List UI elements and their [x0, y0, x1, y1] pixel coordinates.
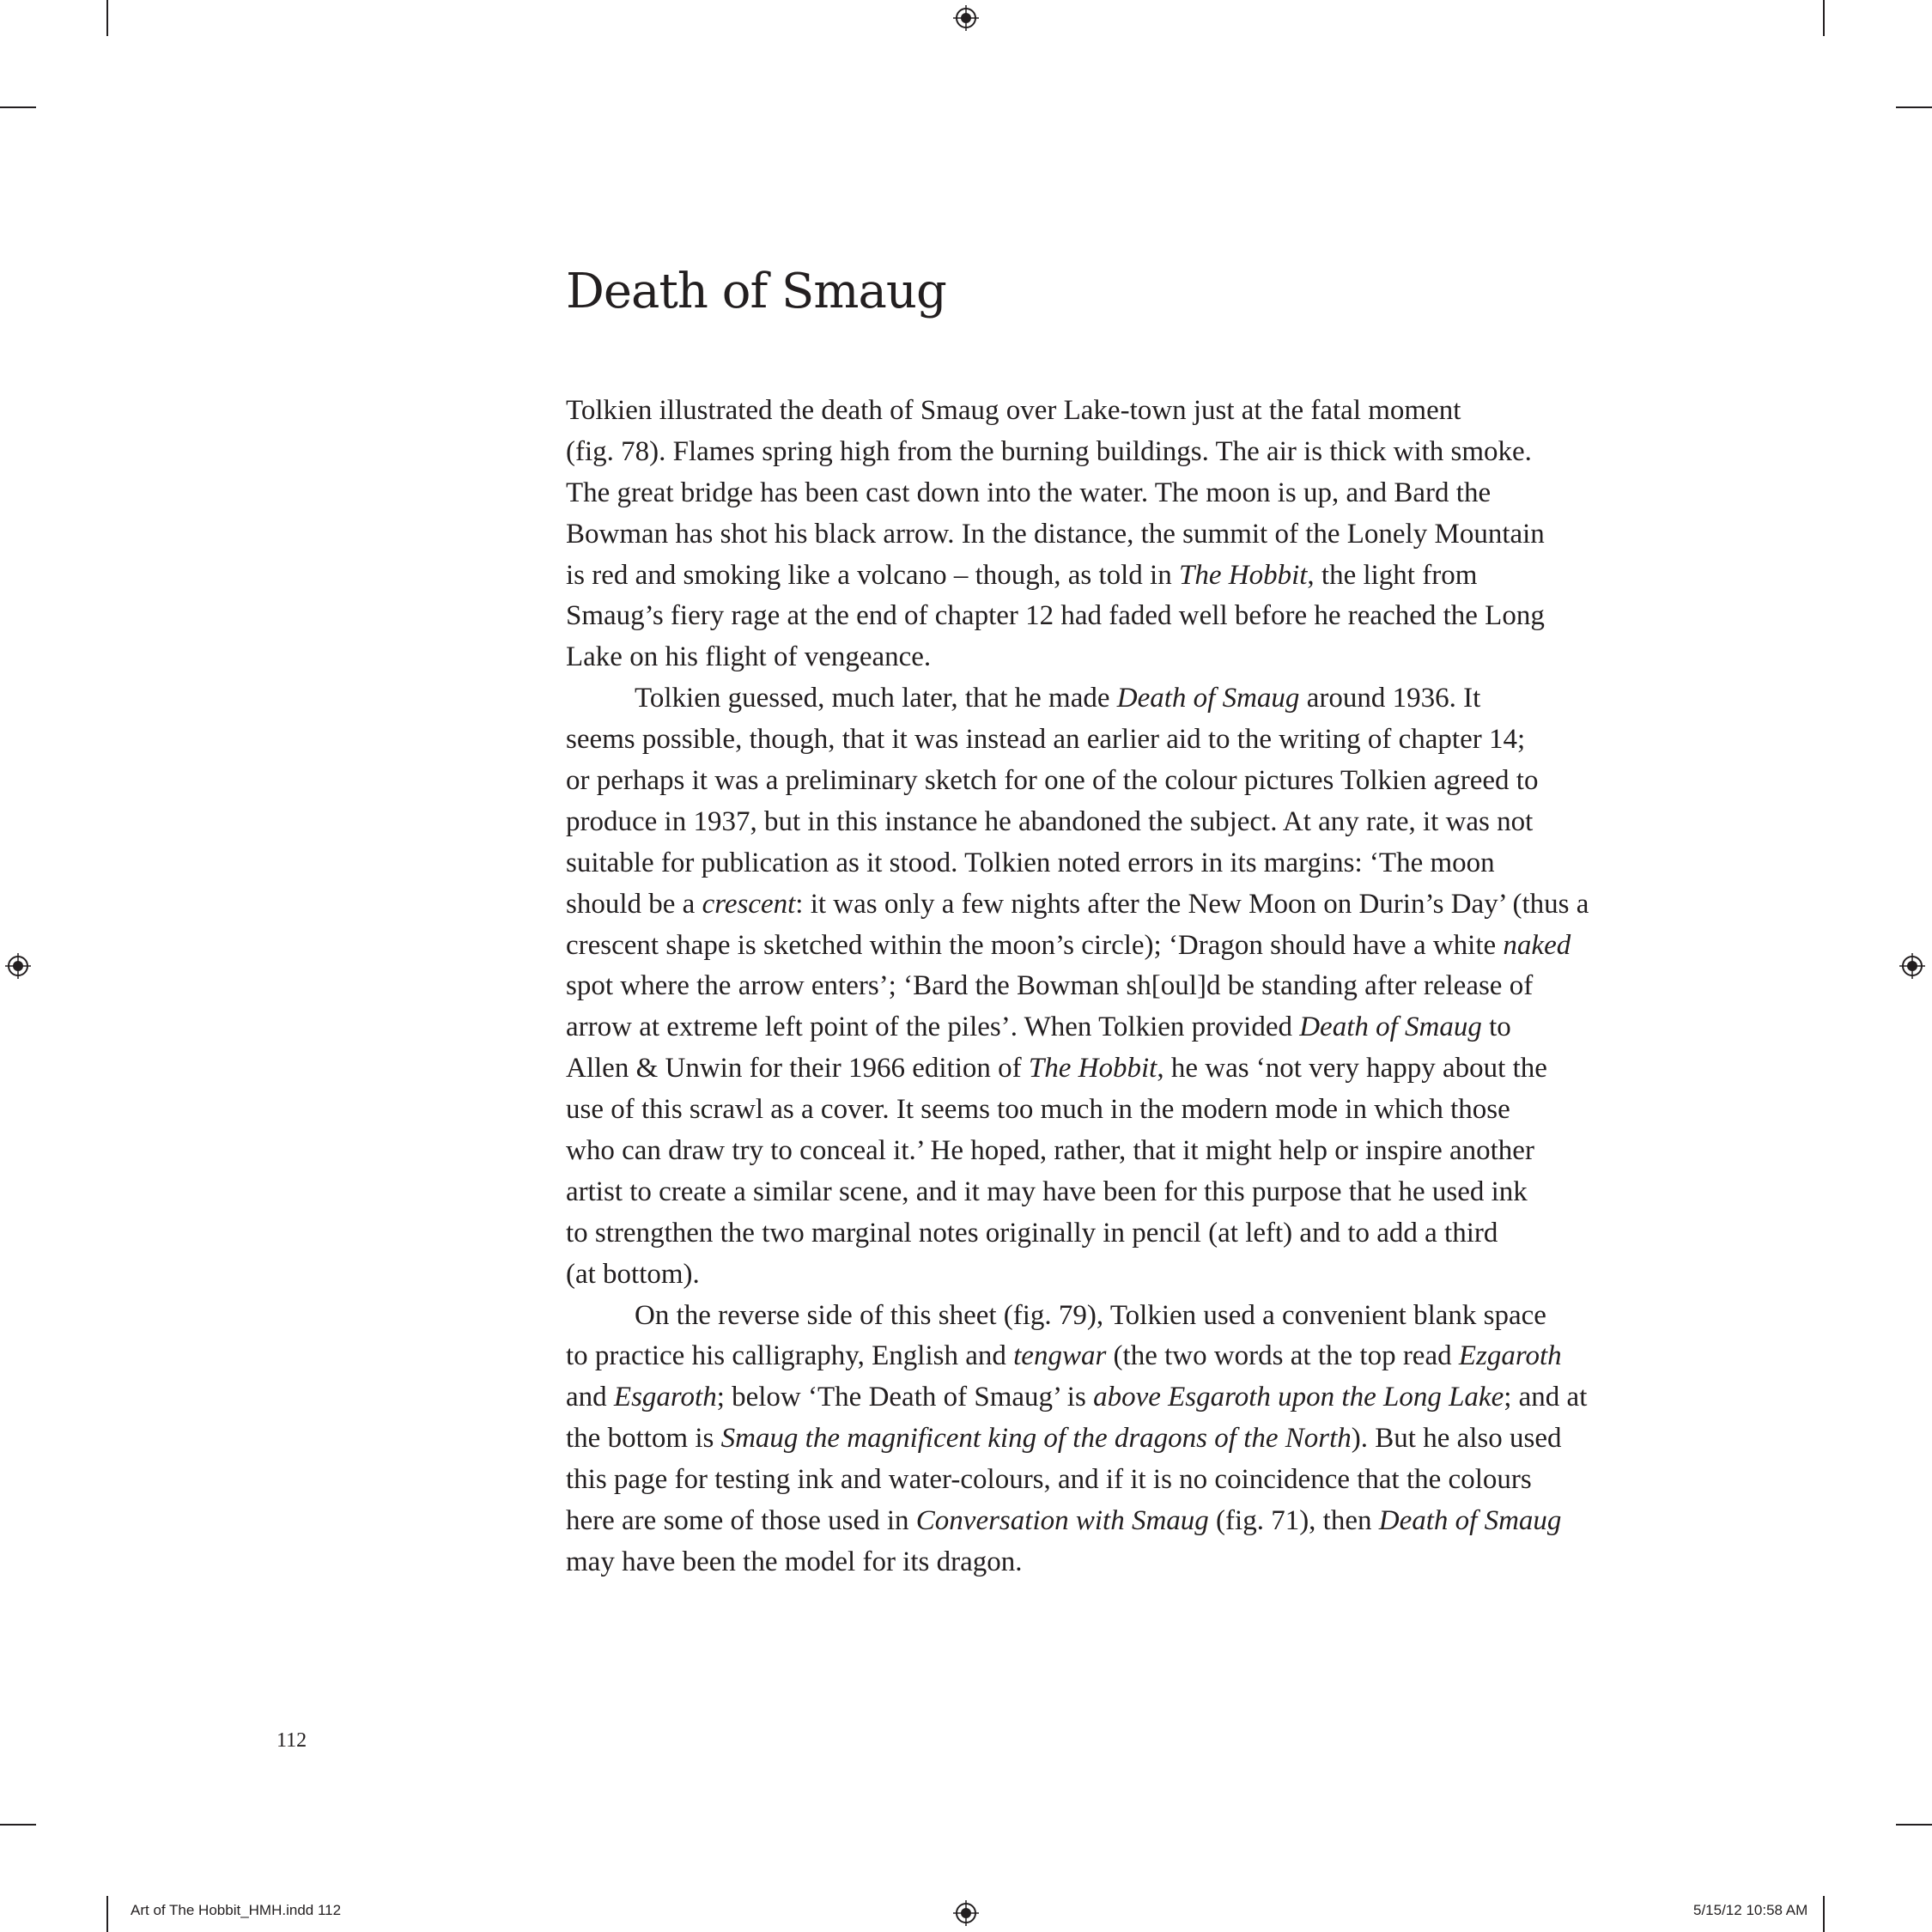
- page-number: 112: [276, 1729, 307, 1752]
- text-line: [566, 1419, 1562, 1460]
- crop-mark-left-top: [0, 106, 36, 108]
- italic-run: naked: [1503, 929, 1571, 961]
- text-run: this page for testing ink and water-colours, and if it is no coincidence that the colours: [566, 1464, 1532, 1496]
- text-run: and: [566, 1382, 614, 1413]
- text-line: [566, 802, 1553, 843]
- crop-mark-right-top: [1896, 106, 1932, 108]
- text-run: (at bottom).: [566, 1258, 700, 1290]
- italic-run: Conversation with Smaug: [915, 1505, 1209, 1537]
- text-run: Lake on his flight of vengeance.: [566, 641, 932, 673]
- text-run: ). But he also used: [1351, 1423, 1562, 1455]
- text-line: [566, 966, 1553, 1007]
- registration-mark-left-icon: [5, 953, 31, 979]
- page-title: Death of Smaug: [566, 264, 946, 319]
- italic-run: Ezgaroth: [1458, 1340, 1562, 1372]
- text-run: Smaug’s fiery rage at the end of chapter 12 had faded well before he reached the Long: [566, 600, 1545, 632]
- text-run: here are some of those used in: [566, 1505, 916, 1537]
- paragraph: [566, 391, 1553, 678]
- text-run: suitable for publication as it stood. Tolkien noted errors in its margins: ‘The moon: [566, 847, 1495, 878]
- text-run: ; below ‘The Death of Smaug’ is: [716, 1382, 1094, 1413]
- text-run: around 1936. It: [1299, 683, 1481, 714]
- text-line: [566, 1172, 1553, 1213]
- text-line: [566, 720, 1553, 761]
- text-line: [566, 432, 1553, 473]
- text-run: the bottom is: [566, 1423, 721, 1455]
- text-run: (fig. 71), then: [1208, 1505, 1379, 1537]
- italic-run: crescent: [702, 888, 796, 920]
- text-line: [566, 596, 1553, 637]
- text-line: [566, 1336, 1562, 1377]
- italic-run: Smaug the magnificent king of the dragons of the North: [720, 1423, 1352, 1455]
- paragraph: [566, 1296, 1588, 1583]
- slug-file-info: Art of The Hobbit_HMH.indd 112: [131, 1902, 342, 1918]
- text-line: [566, 1460, 1553, 1501]
- text-line: [566, 1542, 1553, 1583]
- crop-mark-right-bottom: [1896, 1824, 1932, 1826]
- text-line: [566, 926, 1571, 967]
- text-run: to practice his calligraphy, English and: [566, 1340, 1014, 1372]
- text-line: [566, 1048, 1553, 1090]
- text-run: produce in 1937, but in this instance he abandoned the subject. At any rate, it was not: [566, 805, 1534, 837]
- text-run: arrow at extreme left point of the piles’. When Tolkien provided: [566, 1012, 1300, 1043]
- text-run: should be a: [566, 888, 702, 920]
- crop-mark-bottom-left: [106, 1896, 108, 1932]
- text-run: ; and at: [1504, 1382, 1588, 1413]
- text-line: [566, 473, 1553, 514]
- text-run: use of this scrawl as a cover. It seems too much in the modern mode in which those: [566, 1094, 1510, 1126]
- italic-run: The Hobbit: [1028, 1053, 1157, 1084]
- crop-mark-left-bottom: [0, 1824, 36, 1826]
- text-run: Tolkien illustrated the death of Smaug over Lake-town just at the fatal moment: [566, 395, 1461, 426]
- text-line: [566, 1501, 1562, 1542]
- text-run: Allen & Unwin for their 1966 edition of: [566, 1053, 1029, 1084]
- text-run: Tolkien guessed, much later, that he made: [635, 683, 1117, 714]
- text-line: [566, 1007, 1553, 1048]
- text-run: to strengthen the two marginal notes originally in pencil (at left) and to add a third: [566, 1217, 1498, 1249]
- text-run: (the two words at the top read: [1106, 1340, 1459, 1372]
- text-run: , he was ‘not very happy about the: [1157, 1053, 1547, 1084]
- italic-run: Esgaroth: [613, 1382, 717, 1413]
- article-body: [566, 391, 1589, 1583]
- text-run: who can draw try to conceal it.’ He hoped, rather, that it might help or inspire another: [566, 1135, 1534, 1167]
- text-run: crescent shape is sketched within the moon’s circle); ‘Dragon should have a white: [566, 929, 1504, 961]
- text-line: [566, 556, 1553, 597]
- text-run: or perhaps it was a preliminary sketch for one of the colour pictures Tolkien agreed to: [566, 765, 1539, 797]
- text-line: [566, 884, 1589, 926]
- text-line: [566, 843, 1553, 884]
- text-line: [566, 678, 1553, 720]
- text-line: [566, 1131, 1553, 1172]
- italic-run: Death of Smaug: [1378, 1505, 1562, 1537]
- text-line: [566, 1090, 1553, 1131]
- text-line: [566, 761, 1553, 802]
- text-line: [566, 637, 1553, 678]
- text-run: , the light from: [1307, 559, 1478, 591]
- text-run: (fig. 78). Flames spring high from the burning buildings. The air is thick with smoke.: [566, 435, 1532, 467]
- paragraph: [566, 678, 1589, 1295]
- text-run: On the reverse side of this sheet (fig. 79), Tolkien used a convenient blank space: [635, 1299, 1546, 1331]
- text-run: seems possible, though, that it was instead an earlier aid to the writing of chapter 14;: [566, 724, 1526, 756]
- text-run: : it was only a few nights after the New Moon on Durin’s Day’ (thus a: [795, 888, 1589, 920]
- italic-run: tengwar: [1013, 1340, 1107, 1372]
- text-run: Bowman has shot his black arrow. In the distance, the summit of the Lonely Mountain: [566, 518, 1545, 550]
- registration-mark-right-icon: [1899, 953, 1925, 979]
- slug-timestamp: 5/15/12 10:58 AM: [1693, 1902, 1808, 1918]
- text-run: artist to create a similar scene, and it may have been for this purpose that he used ink: [566, 1176, 1528, 1207]
- text-run: to: [1481, 1012, 1511, 1043]
- italic-run: The Hobbit: [1178, 559, 1308, 591]
- italic-run: above Esgaroth upon the Long Lake: [1093, 1382, 1504, 1413]
- text-run: is red and smoking like a volcano – though, as told in: [566, 559, 1179, 591]
- text-line: [566, 1377, 1588, 1419]
- text-line: [566, 391, 1553, 432]
- text-run: spot where the arrow enters’; ‘Bard the Bowman sh[oul]d be standing after release of: [566, 970, 1534, 1002]
- text-line: [566, 1213, 1553, 1255]
- text-run: The great bridge has been cast down into the water. The moon is up, and Bard the: [566, 477, 1492, 508]
- crop-mark-top-left: [106, 0, 108, 36]
- crop-mark-bottom-right: [1823, 1896, 1825, 1932]
- italic-run: Death of Smaug: [1116, 683, 1300, 714]
- text-line: [566, 1255, 1553, 1296]
- text-run: may have been the model for its dragon.: [566, 1546, 1023, 1577]
- crop-mark-top-right: [1823, 0, 1825, 36]
- registration-mark-bottom-icon: [953, 1900, 979, 1926]
- italic-run: Death of Smaug: [1299, 1012, 1482, 1043]
- registration-mark-top-icon: [953, 5, 979, 31]
- text-line: [566, 514, 1553, 556]
- text-line: [566, 1296, 1553, 1337]
